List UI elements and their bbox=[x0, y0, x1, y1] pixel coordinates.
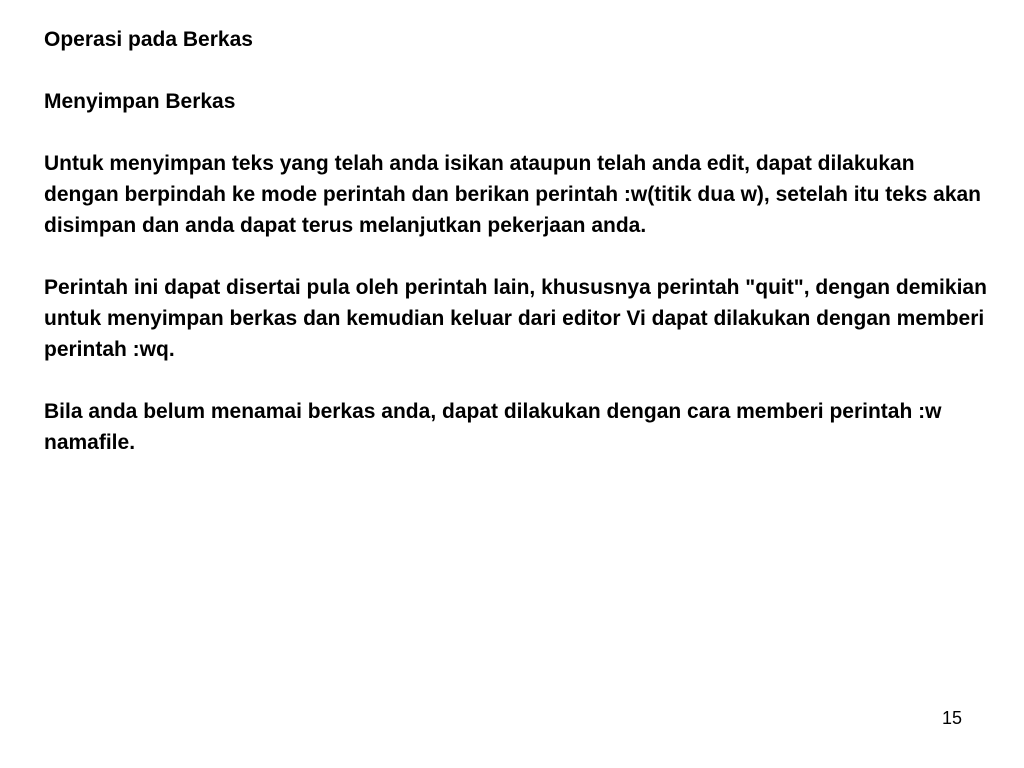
slide-title: Operasi pada Berkas bbox=[44, 28, 253, 51]
page-number: 15 bbox=[941, 708, 962, 728]
paragraph-name-file: Bila anda belum menamai berkas anda, dapat dilakukan dengan cara memberi perintah :w namafile. bbox=[44, 400, 942, 454]
spacer bbox=[44, 55, 989, 86]
spacer bbox=[44, 117, 989, 148]
slide-content bbox=[44, 24, 989, 458]
section-heading: Menyimpan Berkas bbox=[44, 90, 236, 113]
spacer bbox=[44, 365, 989, 396]
paragraph-quit-command: Perintah ini dapat disertai pula oleh perintah lain, khususnya perintah "quit", dengan demikian untuk menyimpan berkas dan kemudian keluar dari editor Vi dapat dilakukan dengan memberi perintah :wq. bbox=[44, 276, 987, 361]
spacer bbox=[44, 241, 989, 272]
paragraph-save-file: Untuk menyimpan teks yang telah anda isikan ataupun telah anda edit, dapat dilakukan dengan berpindah ke mode perintah dan berikan perintah :w(titik dua w), setelah itu teks akan disimpan dan anda dapat terus melanjutkan pekerjaan anda. bbox=[44, 152, 982, 237]
